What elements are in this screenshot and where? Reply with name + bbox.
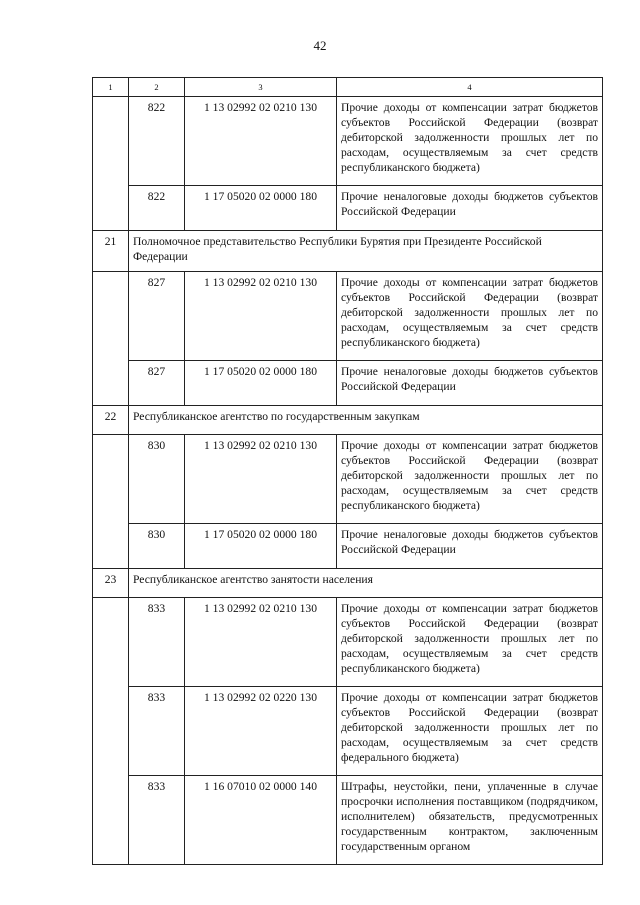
section-header-row: [93, 231, 603, 272]
revenue-code-cell: 1 13 02992 02 0220 130: [185, 687, 337, 776]
organization-name-cell: Республиканское агентство занятости населения: [129, 569, 603, 598]
section-number-cell: [93, 97, 129, 231]
revenue-code-cell: 1 16 07010 02 0000 140: [185, 776, 337, 865]
admin-code-cell: 827: [129, 361, 185, 406]
admin-code-cell: 830: [129, 524, 185, 569]
revenue-description-cell: Прочие доходы от компенсации затрат бюджетов субъектов Российской Федерации (возврат дебиторской задолженности прошлых лет по расходам, осуществляемым за счет средств республиканского бюджета): [337, 435, 603, 524]
revenue-code-cell: 1 17 05020 02 0000 180: [185, 361, 337, 406]
admin-code-cell: 833: [129, 776, 185, 865]
revenue-description-cell: Прочие неналоговые доходы бюджетов субъектов Российской Федерации: [337, 186, 603, 231]
revenue-code-cell: 1 17 05020 02 0000 180: [185, 186, 337, 231]
table-row: [93, 687, 603, 776]
organization-name-cell: Республиканское агентство по государственным закупкам: [129, 406, 603, 435]
revenue-code-cell: 1 13 02992 02 0210 130: [185, 598, 337, 687]
header-cell-4: 4: [337, 78, 603, 97]
table-row: [93, 435, 603, 524]
revenue-description-cell: Прочие доходы от компенсации затрат бюджетов субъектов Российской Федерации (возврат дебиторской задолженности прошлых лет по расходам, осуществляемым за счет средств республиканского бюджета): [337, 272, 603, 361]
table-row: [93, 97, 603, 186]
revenue-description-cell: Прочие доходы от компенсации затрат бюджетов субъектов Российской Федерации (возврат дебиторской задолженности прошлых лет по расходам, осуществляемым за счет средств республиканского бюджета): [337, 97, 603, 186]
table-row: [93, 186, 603, 231]
header-cell-1: 1: [93, 78, 129, 97]
section-header-row: [93, 406, 603, 435]
admin-code-cell: 827: [129, 272, 185, 361]
empty-number-cell: [93, 598, 129, 865]
revenue-code-cell: 1 17 05020 02 0000 180: [185, 524, 337, 569]
revenue-code-cell: 1 13 02992 02 0210 130: [185, 435, 337, 524]
section-number-cell: 22: [93, 406, 129, 435]
admin-code-cell: 833: [129, 598, 185, 687]
empty-number-cell: [93, 435, 129, 569]
header-cell-3: 3: [185, 78, 337, 97]
table-row: [93, 598, 603, 687]
admin-code-cell: 822: [129, 97, 185, 186]
revenue-description-cell: Штрафы, неустойки, пени, уплаченные в случае просрочки исполнения поставщиком (подрядчиком, исполнителем) обязательств, предусмотренных государственным контрактом, заключенным государственным органом: [337, 776, 603, 865]
revenue-code-cell: 1 13 02992 02 0210 130: [185, 97, 337, 186]
header-cell-2: 2: [129, 78, 185, 97]
table-header-row: [93, 78, 603, 97]
section-header-row: [93, 569, 603, 598]
table-row: [93, 776, 603, 865]
empty-number-cell: [93, 272, 129, 406]
organization-name-cell: Полномочное представительство Республики Бурятия при Президенте Российской Федерации: [129, 231, 603, 272]
revenue-description-cell: Прочие неналоговые доходы бюджетов субъектов Российской Федерации: [337, 361, 603, 406]
table-row: [93, 524, 603, 569]
table-row: [93, 361, 603, 406]
revenue-description-cell: Прочие доходы от компенсации затрат бюджетов субъектов Российской Федерации (возврат дебиторской задолженности прошлых лет по расходам, осуществляемым за счет средств республиканского бюджета): [337, 598, 603, 687]
section-number-cell: 21: [93, 231, 129, 272]
admin-code-cell: 822: [129, 186, 185, 231]
section-number-cell: 23: [93, 569, 129, 598]
revenue-code-cell: 1 13 02992 02 0210 130: [185, 272, 337, 361]
revenue-description-cell: Прочие доходы от компенсации затрат бюджетов субъектов Российской Федерации (возврат дебиторской задолженности прошлых лет по расходам, осуществляемым за счет средств федерального бюджета): [337, 687, 603, 776]
table-row: [93, 272, 603, 361]
revenue-description-cell: Прочие неналоговые доходы бюджетов субъектов Российской Федерации: [337, 524, 603, 569]
page-number: 42: [313, 38, 327, 53]
admin-code-cell: 833: [129, 687, 185, 776]
revenue-administrators-table: [92, 77, 603, 865]
admin-code-cell: 830: [129, 435, 185, 524]
